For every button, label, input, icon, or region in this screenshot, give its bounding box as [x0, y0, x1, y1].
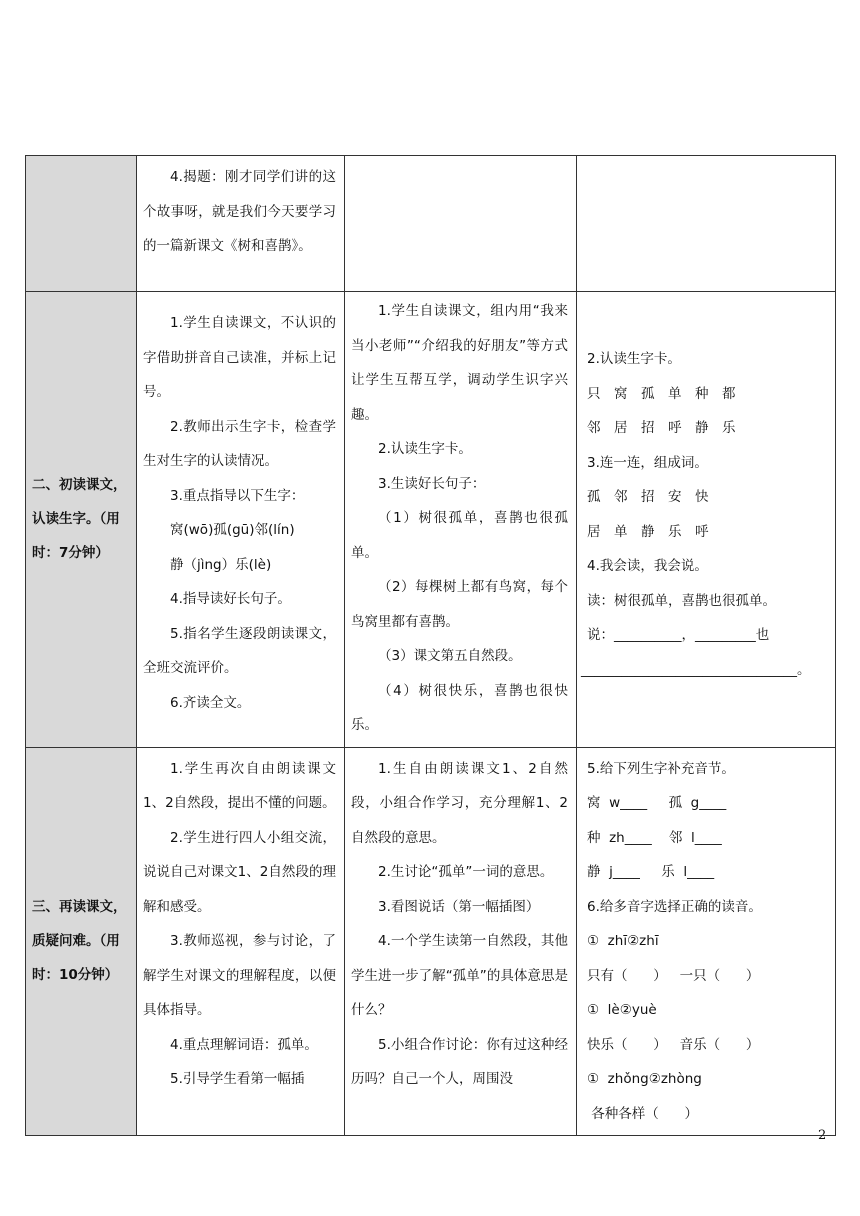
practice-line: 读：树很孤单，喜鹊也很孤单。 — [587, 592, 776, 609]
practice-line: ① zhī②zhī — [587, 933, 659, 949]
table-row — [26, 156, 836, 292]
student-step: 2.认读生字卡。 — [378, 441, 472, 457]
teacher-activity-cell — [137, 156, 345, 292]
teacher-step: 2.教师出示生字卡，检查学生对生字的认读情况。 — [143, 418, 336, 469]
teacher-step: 3.重点指导以下生字： — [170, 487, 305, 504]
practice-line: 孤 邻 招 安 快 — [587, 489, 709, 505]
practice-line: 窝 w____ 孤 g____ — [587, 795, 727, 811]
student-step: 4.一个学生读第一自然段，其他学生进一步了解“孤单”的具体意思是什么？ — [351, 933, 568, 1018]
teacher-step: 6.齐读全文。 — [170, 694, 251, 711]
practice-line: 说：__________，_________也 — [587, 627, 770, 643]
teacher-step: 5.指名学生逐段朗读课文，全班交流评价。 — [143, 625, 336, 676]
teacher-step: 4.揭题：刚才同学们讲的这个故事呀，就是我们今天要学习的一篇新课文《树和喜鹊》。 — [143, 169, 336, 254]
student-step: （1）树很孤单，喜鹊也很孤单。 — [351, 510, 568, 561]
student-step: 2.生讨论“孤单”一词的意思。 — [378, 864, 554, 880]
practice-line: ① zhǒng②zhòng — [587, 1071, 702, 1087]
practice-line: 只有（ ） 一只（ ） — [587, 967, 760, 984]
practice-line: 各种各样（ ） — [587, 1105, 699, 1122]
teacher-activity-cell — [137, 747, 345, 1136]
practice-line: 只 窝 孤 单 种 都 — [587, 385, 736, 402]
student-step: 3.生读好长句子： — [378, 475, 486, 492]
practice-line: 6.给多音字选择正确的读音。 — [587, 898, 762, 915]
table-row — [26, 747, 836, 1136]
lesson-plan-table — [25, 155, 836, 1136]
teacher-step: 静（jìng）乐(lè) — [170, 556, 272, 573]
practice-line: ________________________________。 — [581, 661, 811, 678]
practice-cell — [577, 747, 836, 1136]
teacher-step: 窝(wō)孤(gū)邻(lín) — [170, 522, 295, 538]
student-step: 1.生自由朗读课文1、2自然段，小组合作学习，充分理解1、2自然段的意思。 — [351, 760, 568, 846]
stage-cell: 三、再读课文，质疑问难。（用时：10分钟） — [26, 747, 137, 1136]
practice-line: 3.连一连，组成词。 — [587, 454, 708, 471]
teacher-step: 1.学生再次自由朗读课文1、2自然段，提出不懂的问题。 — [143, 760, 336, 811]
teacher-step: 5.引导学生看第一幅插 — [170, 1071, 305, 1087]
practice-line: 静 j____ 乐 l____ — [587, 864, 715, 880]
student-step: （3）课文第五自然段。 — [378, 648, 522, 664]
student-step: 1.学生自读课文，组内用“我来当小老师”“介绍我的好朋友”等方式让学生互帮互学，调动学生识字兴趣。 — [351, 303, 568, 423]
teacher-step: 4.指导读好长句子。 — [170, 591, 291, 607]
student-activity-cell — [345, 747, 577, 1136]
student-step: （2）每棵树上都有鸟窝，每个鸟窝里都有喜鹊。 — [351, 579, 568, 630]
page-number: 2 — [818, 1128, 827, 1143]
practice-line: 居 单 静 乐 呼 — [587, 523, 709, 540]
student-activity-cell — [345, 292, 577, 748]
practice-cell — [577, 292, 836, 748]
practice-line: 种 zh____ 邻 l____ — [587, 829, 722, 846]
student-step: （4）树很快乐，喜鹊也很快乐。 — [351, 682, 568, 733]
teacher-step: 2.学生进行四人小组交流，说说自己对课文1、2自然段的理解和感受。 — [143, 829, 336, 915]
practice-line: 快乐（ ） 音乐（ ） — [587, 1036, 760, 1053]
student-activity-cell — [345, 156, 577, 292]
practice-line: 2.认读生字卡。 — [587, 351, 681, 367]
stage-cell: 二、初读课文，认读生字。（用时：7分钟） — [26, 292, 137, 748]
practice-line: 5.给下列生字补充音节。 — [587, 760, 735, 777]
practice-line: 4.我会读，我会说。 — [587, 558, 708, 574]
teacher-activity-cell — [137, 292, 345, 748]
practice-line: ① lè②yuè — [587, 1002, 657, 1018]
practice-line: 邻 居 招 呼 静 乐 — [587, 420, 736, 436]
teacher-step: 1.学生自读课文，不认识的字借助拼音自己读准，并标上记号。 — [143, 315, 336, 400]
teacher-step: 3.教师巡视，参与讨论，了解学生对课文的理解程度，以便具体指导。 — [143, 933, 336, 1018]
teacher-step: 4.重点理解词语：孤单。 — [170, 1036, 318, 1053]
stage-cell — [26, 156, 137, 292]
practice-cell — [577, 156, 836, 292]
student-step: 3.看图说话（第一幅插图） — [378, 898, 540, 915]
table-row — [26, 292, 836, 748]
student-step: 5.小组合作讨论：你有过这种经历吗？自己一个人，周围没 — [351, 1036, 568, 1087]
